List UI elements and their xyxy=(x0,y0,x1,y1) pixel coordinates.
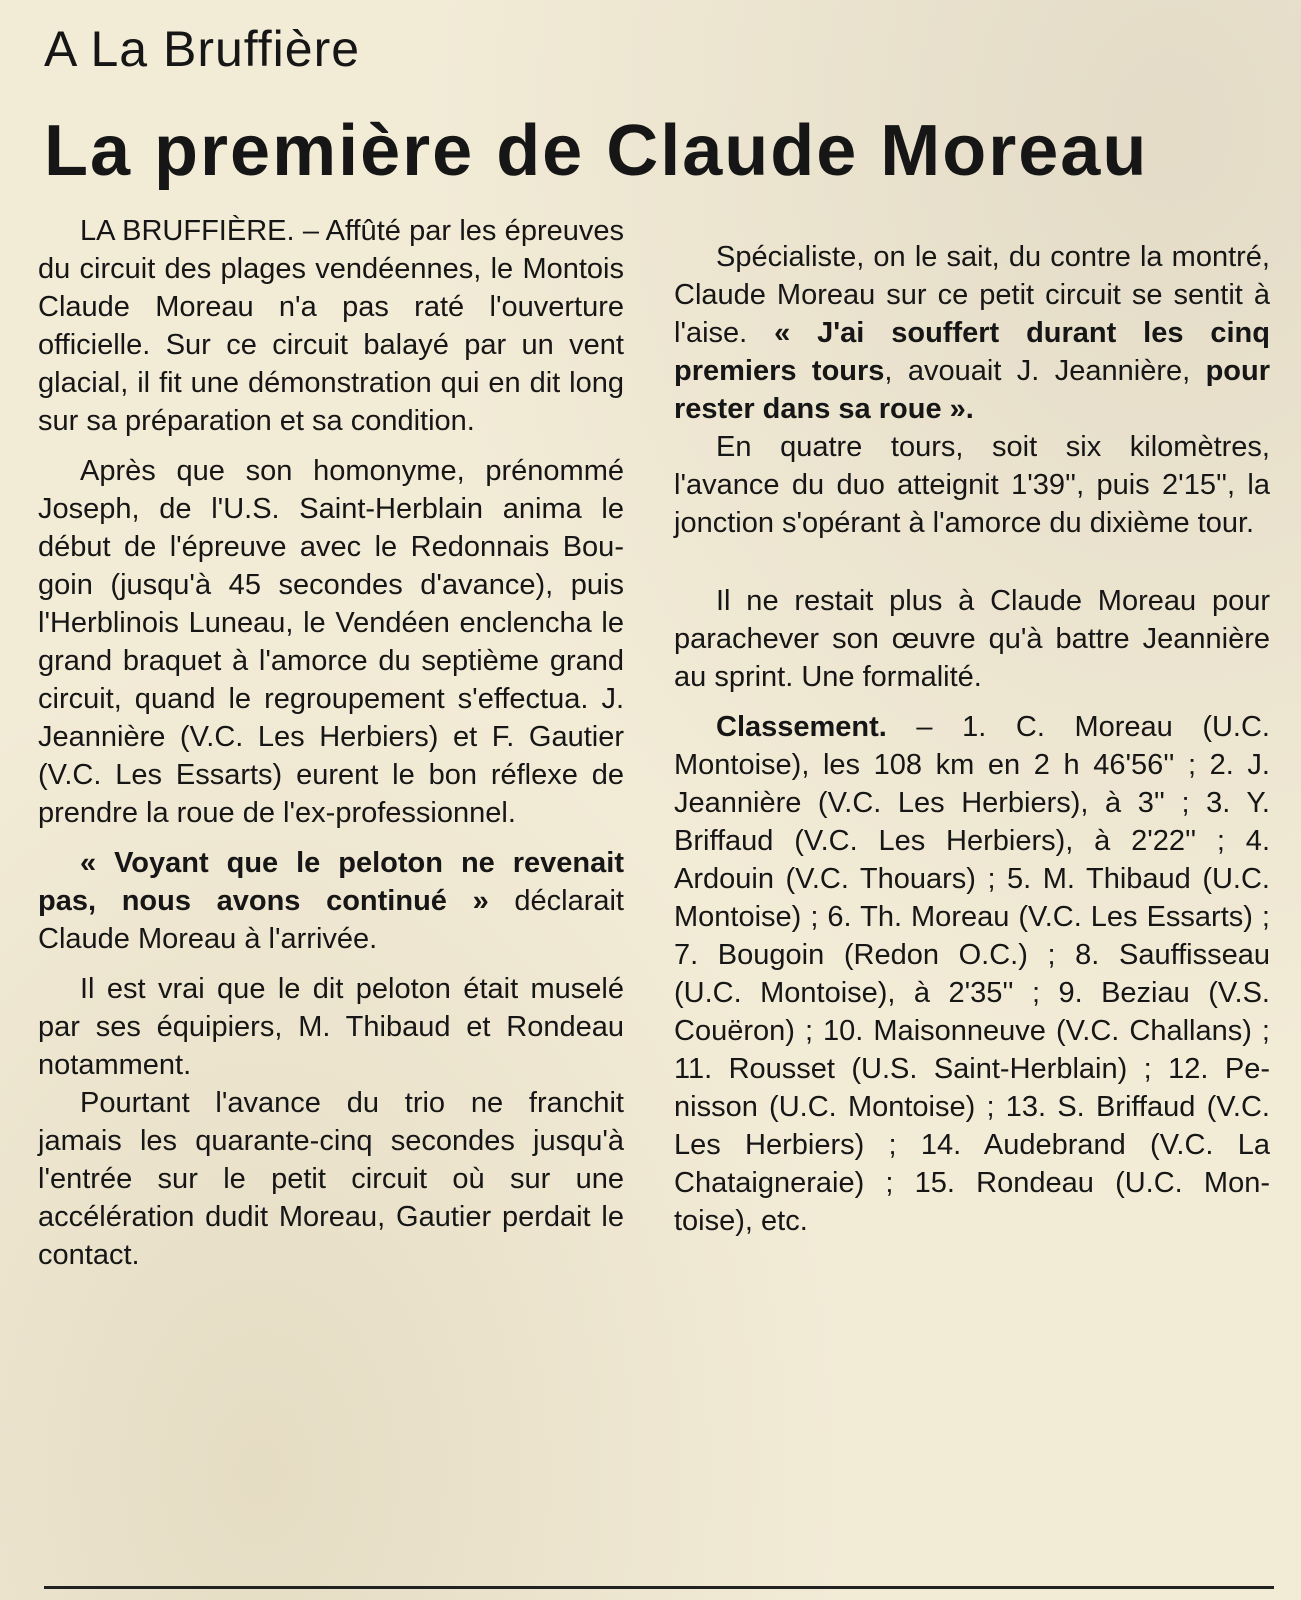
specialist-text: Spécialiste, on le sait, du contre la montré, Claude Moreau sur ce petit circuit se sentit à l'aise. xyxy=(674,241,1270,349)
paragraph-specialist xyxy=(674,238,1270,428)
article-headline: La première de Claude Moreau xyxy=(44,111,1149,191)
paragraph-classement xyxy=(674,708,1270,1240)
paragraph-duo-advance: En quatre tours, soit six kilomètres, l'avance du duo atteignit 1'39'', puis 2'15'', la jonction s'opérant à l'amorce du dixième tour. xyxy=(674,431,1270,539)
article-column-left xyxy=(38,212,624,1274)
paragraph-sprint: Il ne restait plus à Claude Moreau pour parachever son œuvre qu'à battre Jeannière au sprint. Une formalité. xyxy=(674,585,1270,693)
quote-moreau-attribution: déclarait Claude Moreau à l'arrivée. xyxy=(38,885,624,955)
paragraph-trio-advance: Pourtant l'avance du trio ne franchit jamais les quarante-cinq secondes jusqu'à l'entrée sur le petit circuit où sur une accélération dudit Moreau, Gautier perdait le contact. xyxy=(38,1087,624,1271)
paragraph-quote-moreau xyxy=(38,844,624,958)
paragraph-race-summary: Après que son homonyme, prénommé Joseph, de l'U.S. Saint-Herblain anima le début de l'épreuve avec le Redonnais Bougoin (jusqu'à 45 secondes d'avance), puis l'Herblinois Luneau, le Vendéen enclencha le grand braquet à l'amorce du septième grand circuit, quand le regroupement s'effectua. J. Jeannière (V.C. Les Herbiers) et F. Gautier (V.C. Les Essarts) eurent le bon réflexe de prendre la roue de l'ex-professionnel. xyxy=(38,455,624,829)
paragraph-intro: LA BRUFFIÈRE. – Affûté par les épreuves du circuit des plages vendéennes, le Montois Claude Moreau n'a pas raté l'ouverture officielle. Sur ce circuit balayé par un vent glacial, il fit une démonstration qui en dit long sur sa préparation et sa condition. xyxy=(38,215,624,437)
quote-jeanniere-1: « J'ai souffert durant les cinq premiers tours xyxy=(674,317,1270,387)
quote-jeanniere-attribution: , avouait J. Jeannière, xyxy=(884,355,1206,387)
article-overline: A La Bruffière xyxy=(44,21,361,77)
bottom-rule xyxy=(44,1586,1274,1589)
classement-label: Classement. xyxy=(716,711,887,743)
quote-moreau: « Voyant que le peloton ne revenait pas, nous avons continué » xyxy=(38,847,624,917)
classement-results: – 1. C. Moreau (U.C. Montoise), les 108 km en 2 h 46'56'' ; 2. J. Jeannière (V.C. Les Herbiers), à 3'' ; 3. Y. Briffaud (V.C. Les Herbiers), à 2'22'' ; 4. Ardouin (V.C. Thouars) ; 5. M. Thibaud (U.C. Montoise) ; 6. Th. Moreau (V.C. Les Essarts) ; 7. Bougoin (Redon O.C.) ; 8. Sauffisseau (U.C. Montoise), à 2'35'' ; 9. Beziau (V.S. Couëron) ; 10. Maisonneuve (V.C. Challans) ; 11. Rousset (U.S. Saint-Herblain) ; 12. Penisson (U.C. Montoise) ; 13. S. Briffaud (V.C. Les Herbiers) ; 14. Audebrand (V.C. La Chataigneraie) ; 15. Rondeau (U.C. Montoise), etc. xyxy=(674,711,1270,1237)
paragraph-peloton: Il est vrai que le dit peloton était muselé par ses équipiers, M. Thibaud et Rondeau notamment. xyxy=(38,973,624,1081)
quote-jeanniere-2: pour rester dans sa roue ». xyxy=(674,355,1270,425)
article-column-right xyxy=(674,238,1270,1240)
